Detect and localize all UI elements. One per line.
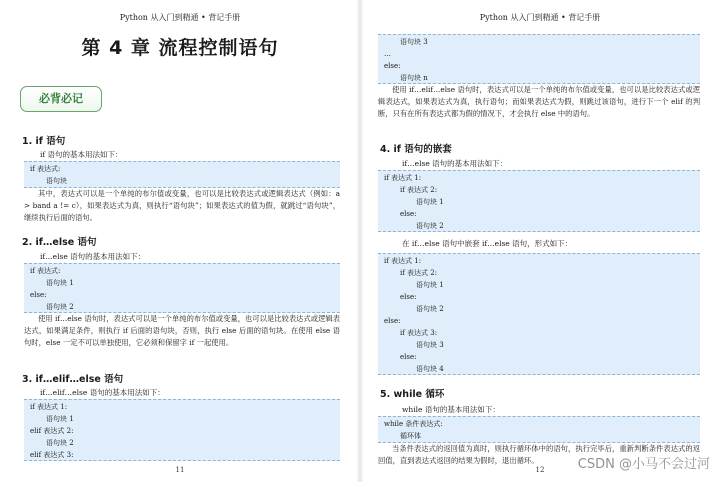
section-heading-if-elif-else: 3. if…elif…else 语句 [22,374,124,385]
code-line: … [384,50,391,58]
code-line: else: [384,62,401,70]
code-line: if 表达式 2: [400,186,438,194]
code-block-if-else [24,263,340,313]
section-intro-if-elif-else: if…elif…else 语句的基本用法如下： [40,388,165,397]
code-line: else: [400,293,417,301]
code-line: elif 表达式 2: [30,427,74,435]
csdn-watermark: CSDN @小马不会过河 [577,457,710,472]
section-intro-if: if 语句的基本用法如下： [40,150,123,159]
section-heading-while: 5. while 循环 [380,389,445,400]
code-line: if 表达式: [30,165,61,173]
code-line: 语句块 2 [46,303,74,311]
code-line: if 表达式 1: [384,174,422,182]
code-line: elif 表达式 3: [30,451,74,459]
paragraph-if: 其中，表达式可以是一个单纯的布尔值或变量，也可以是比较表达式或逻辑表达式（例如：a > band a != c），如果表达式为真，则执行“语句块”；如果表达式的值为假，就跳过“语句块”，继续执行后面的语句。 [24,189,340,222]
code-block-continued [378,34,700,84]
code-block-if [24,161,340,188]
section-intro-if-else: if…else 语句的基本用法如下： [40,252,146,261]
section-intro-while: while 语句的基本用法如下： [402,405,500,414]
code-line: else: [400,353,417,361]
code-line: 语句块 3 [400,38,428,46]
code-line: if 表达式 1: [384,257,422,265]
page-number-right: 12 [535,466,545,474]
running-header-left: Python 从入门到精通 • 背记手册 [119,13,241,22]
code-line: 语句块 1 [416,198,444,206]
code-line: while 条件表达式: [384,420,443,428]
code-block-if-elif-else [24,399,340,461]
code-line: 语句块 2 [416,305,444,313]
section-heading-if: 1. if 语句 [22,136,66,147]
code-line: 语句块 2 [416,222,444,230]
code-line: 语句块 1 [416,281,444,289]
page-number-left: 11 [175,466,185,474]
code-line: if 表达式: [30,267,61,275]
code-line: if 表达式 2: [400,269,438,277]
code-block-nested-if [378,170,700,232]
paragraph-while: 当条件表达式的返回值为真时，则执行循环体中的语句，执行完毕后，重新判断条件表达式的返回值，直到表达式返回的结果为假时，退出循环。 [378,444,700,465]
code-line: 语句块 4 [416,365,444,373]
code-line: else: [30,291,47,299]
paragraph-if-else: 使用 if…else 语句时，表达式可以是一个单纯的布尔值或变量，也可以是比较表达式或逻辑表达式，如果满足条件，则执行 if 后面的语句块，否则，执行 else 后面的语句块。在使用 else 语句时，else 一定不可以单独使用，它必须和保留字 if 一起使用。 [24,314,340,347]
paragraph-if-elif-else: 使用 if…elif…else 语句时，表达式可以是一个单纯的布尔值或变量，也可以是比较表达式或逻辑表达式，如果表达式为真，执行语句；而如果表达式为假，则跳过该语句，进行下一个 elif 的判断，只有在所有表达式都为假的情况下，才会执行 else 中的语句。 [378,85,700,118]
code-line: 语句块 n [400,74,428,82]
right-page [360,0,720,482]
section-intro-nested-if-2: 在 if…else 语句中嵌套 if…else 语句，形式如下： [402,239,573,248]
section-intro-nested-if: if…else 语句的基本用法如下： [402,159,508,168]
chapter-title: 第 4 章 流程控制语句 [81,37,279,59]
code-line: else: [384,317,401,325]
code-line: if 表达式 1: [30,403,68,411]
section-heading-nested-if: 4. if 语句的嵌套 [380,144,452,155]
code-line: 语句块 2 [46,439,74,447]
section-heading-if-else: 2. if…else 语句 [22,237,97,248]
code-block-while [378,416,700,443]
code-line: 语句块 1 [46,415,74,423]
code-line: else: [400,210,417,218]
code-line: 语句块 [46,177,67,185]
code-line: 语句块 1 [46,279,74,287]
must-memorize-badge: 必背必记 [20,86,102,112]
code-line: 循环体 [400,432,421,440]
code-line: if 表达式 3: [400,329,438,337]
code-line: 语句块 3 [416,341,444,349]
running-header-right: Python 从入门到精通 • 背记手册 [479,13,601,22]
code-block-nested-if-else [378,253,700,375]
